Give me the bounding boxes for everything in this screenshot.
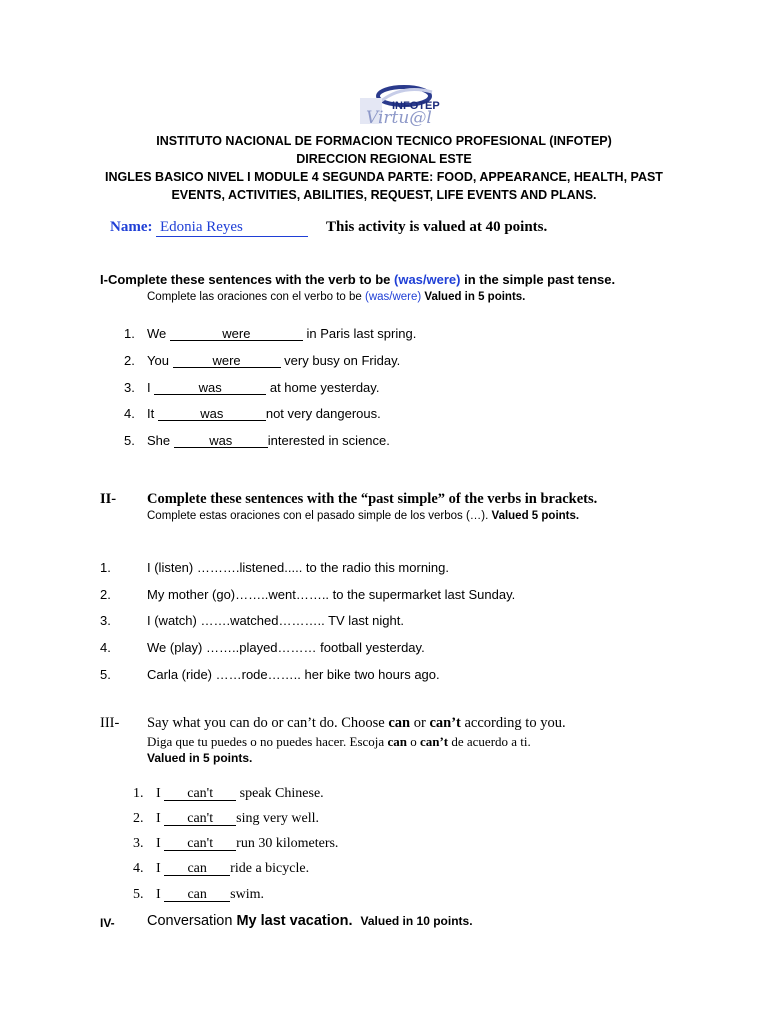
logo-text-top: INFOTEP xyxy=(392,100,440,112)
section2-subtitle: Complete estas oraciones con el pasado simple de los verbos (…). Valued 5 points. xyxy=(147,510,580,522)
answer-field[interactable]: was xyxy=(158,407,266,421)
section3-valued: Valued in 5 points. xyxy=(147,751,253,765)
section3-subtitle: Diga que tu puedes o no puedes hacer. Escoja can o can’t de acuerdo a ti. xyxy=(147,734,531,749)
answer-field[interactable]: can xyxy=(164,888,230,902)
name-line xyxy=(110,219,547,237)
header-line-2: DIRECCION REGIONAL ESTE xyxy=(296,152,472,166)
answer-field[interactable]: was xyxy=(154,381,266,395)
section4-title: Conversation My last vacation. Valued in 10 points. xyxy=(147,913,473,929)
answer-field[interactable]: were xyxy=(173,354,281,368)
section1-title: I-Complete these sentences with the verb to be (was/were) in the simple past tense. xyxy=(100,272,616,287)
points-note: This activity is valued at 40 points. xyxy=(325,219,548,235)
section2-title: Complete these sentences with the “past simple” of the verbs in brackets. xyxy=(147,491,598,507)
header-line-4: EVENTS, ACTIVITIES, ABILITIES, REQUEST, LIFE EVENTS AND PLANS. xyxy=(171,188,597,202)
infotep-logo xyxy=(352,82,448,128)
section1-subtitle: Complete las oraciones con el verbo to be (was/were) Valued in 5 points. xyxy=(147,291,526,303)
answer-field[interactable]: can't xyxy=(164,787,236,801)
header-line-3: INGLES BASICO NIVEL I MODULE 4 SEGUNDA PARTE: FOOD, APPEARANCE, HEALTH, PAST xyxy=(105,170,663,184)
answer-field[interactable]: were xyxy=(170,327,303,341)
section3-roman: III- xyxy=(100,715,120,731)
section2-roman: II- xyxy=(100,491,117,507)
section4-roman: IV- xyxy=(100,916,115,930)
answer-field[interactable]: was xyxy=(174,434,268,448)
logo-text-bottom: Virtu@l xyxy=(366,108,432,128)
name-value: Edonia Reyes xyxy=(156,219,308,237)
name-label: Name: xyxy=(110,219,153,235)
section3-title: Say what you can do or can’t do. Choose can or can’t according to you. xyxy=(147,715,566,731)
header-line-1: INSTITUTO NACIONAL DE FORMACION TECNICO PROFESIONAL (INFOTEP) xyxy=(156,134,612,148)
answer-field[interactable]: can xyxy=(164,862,230,876)
answer-field[interactable]: can't xyxy=(164,837,236,851)
answer-field[interactable]: can't xyxy=(164,812,236,826)
